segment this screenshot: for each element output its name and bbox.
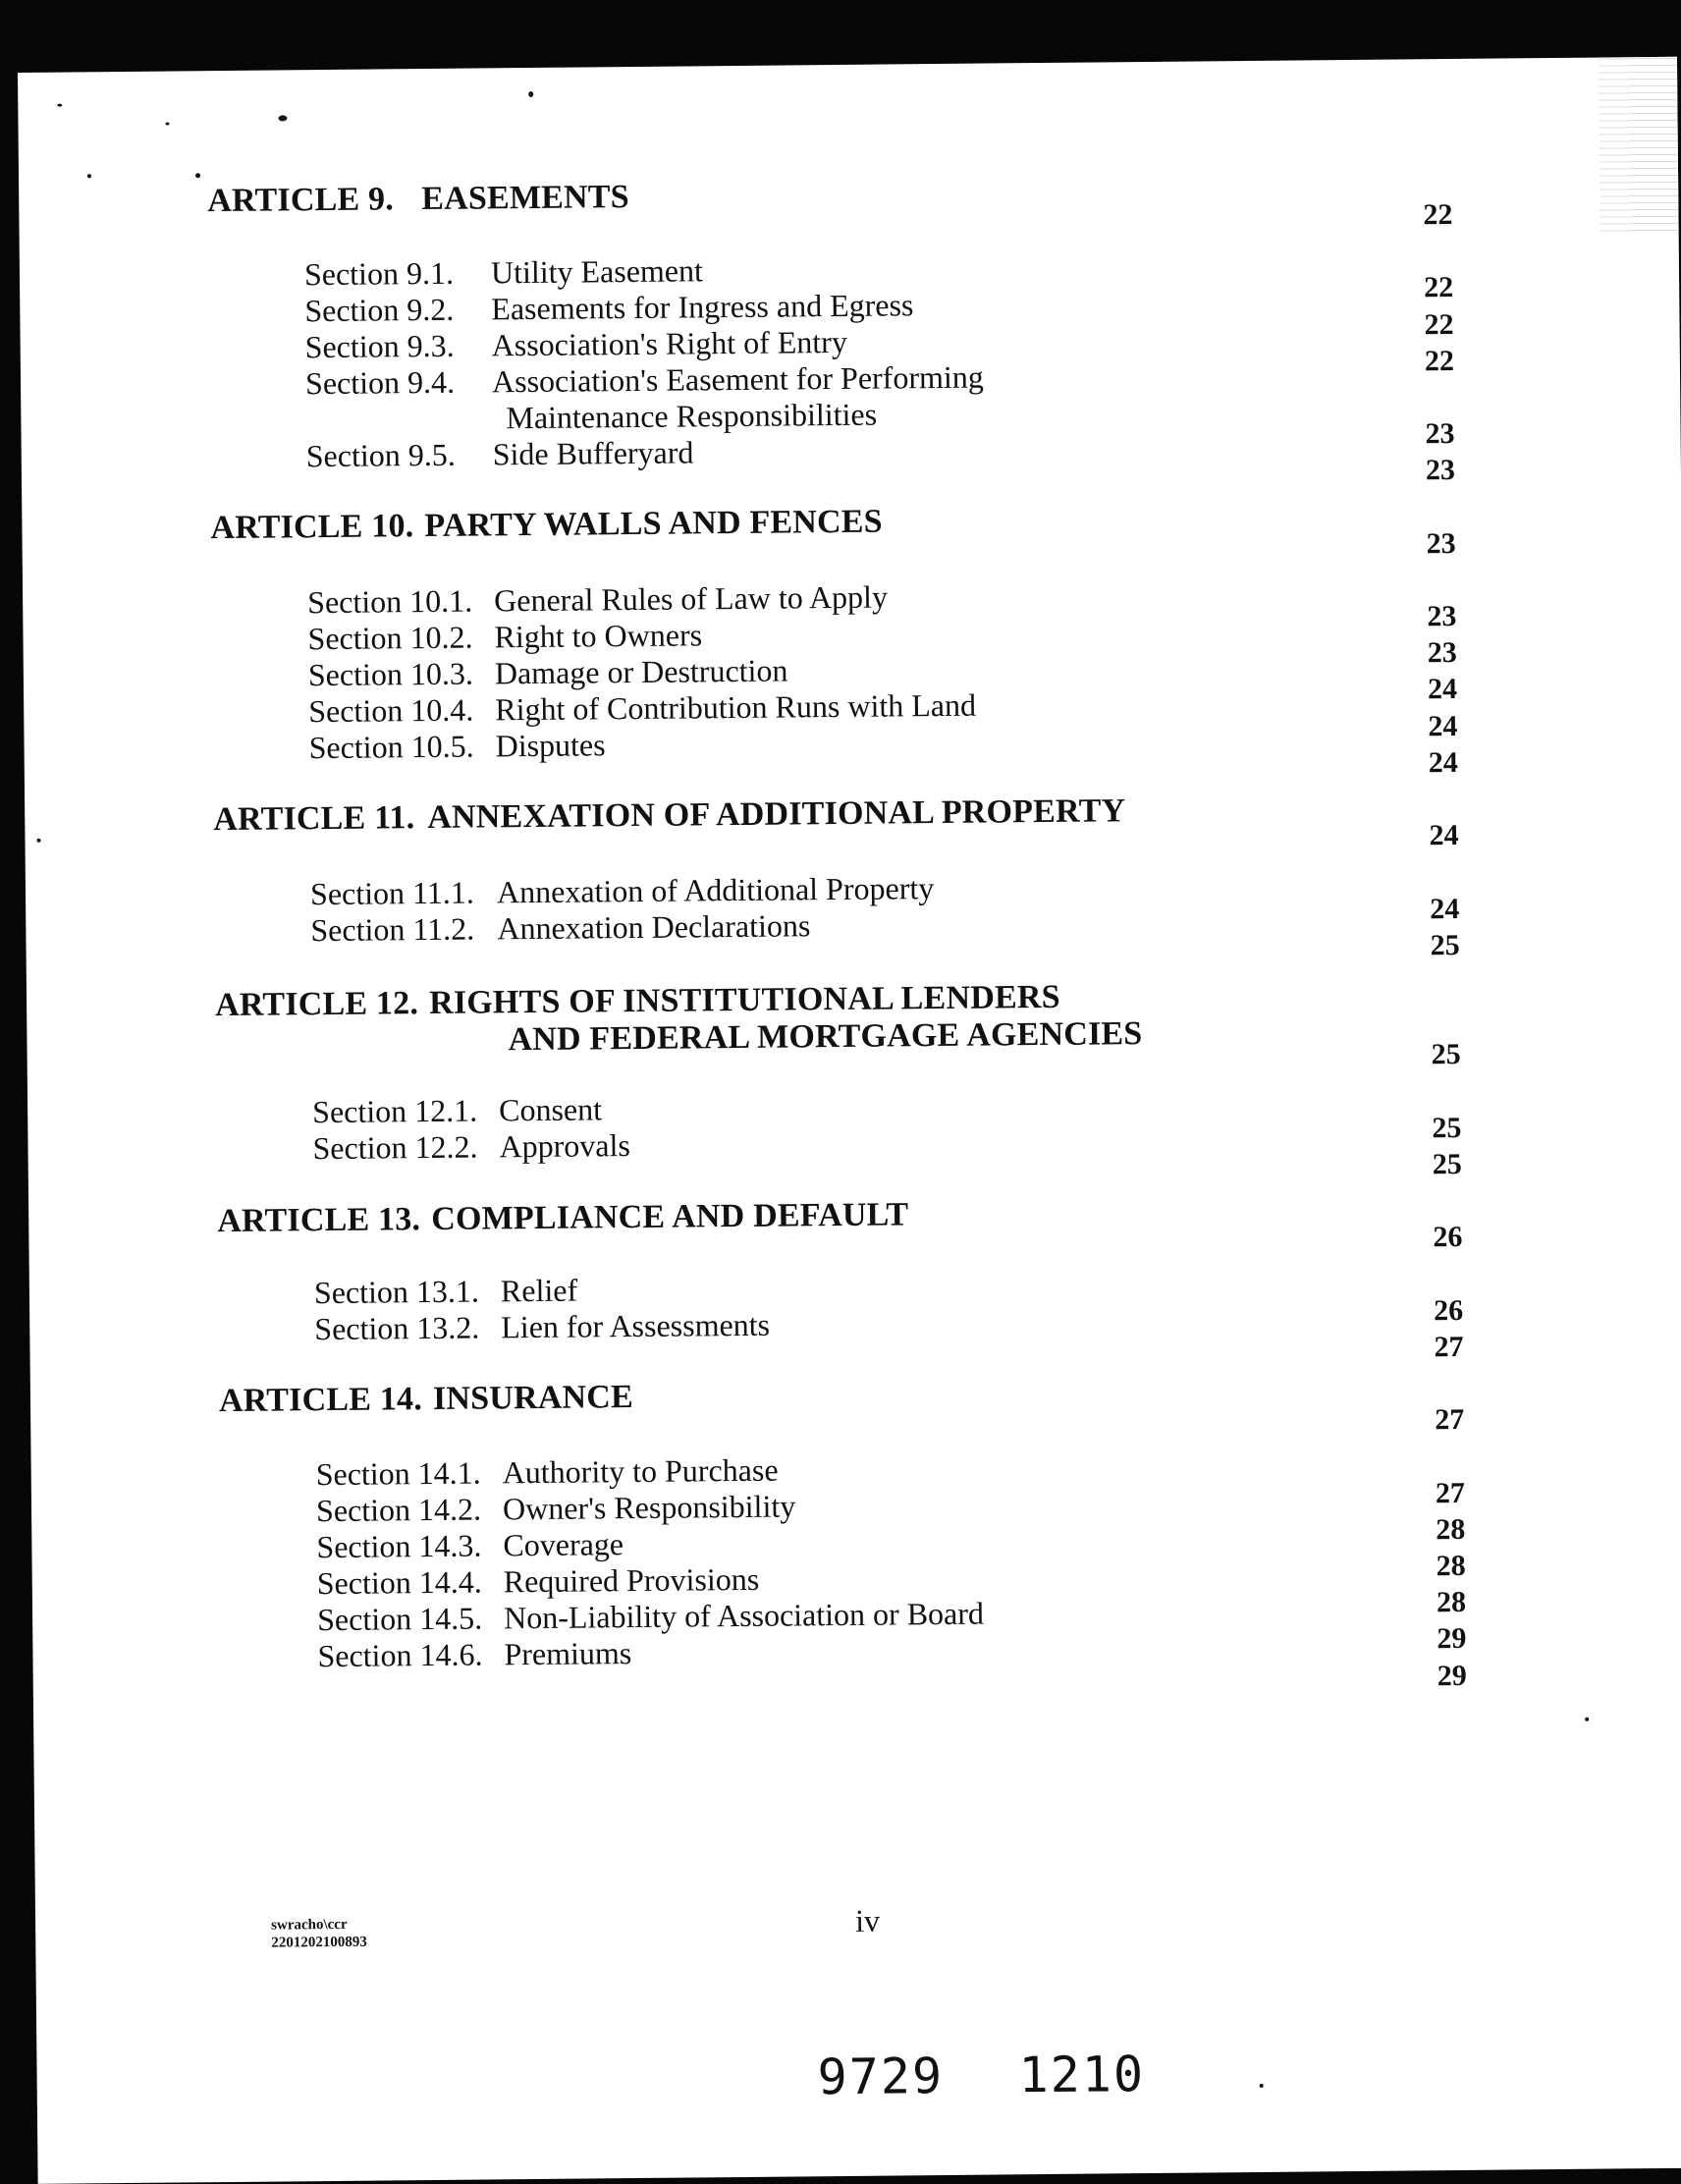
page-number: 28	[1436, 1586, 1467, 1619]
scan-speck	[278, 115, 287, 121]
article-label: ARTICLE 10.	[210, 508, 414, 547]
section-number: Section 10.2.	[307, 619, 473, 657]
section-number: Section 10.5.	[308, 728, 474, 766]
page-number: 23	[1426, 526, 1456, 560]
page-number: 24	[1427, 673, 1458, 706]
page-number-spacer	[1399, 233, 1478, 270]
page-number: 28	[1436, 1512, 1466, 1546]
article-heading-11	[213, 792, 1125, 839]
section-title: Required Provisions	[503, 1560, 760, 1600]
toc-section-13-2	[314, 1307, 770, 1347]
page-number: 23	[1427, 600, 1457, 633]
page-number-spacer	[1410, 1365, 1489, 1402]
page-number: 22	[1424, 271, 1454, 304]
document-id-line: 2201202100893	[271, 1934, 367, 1951]
article-title: ANNEXATION OF ADDITIONAL PROPERTY	[427, 792, 1126, 837]
scan-speck	[36, 839, 40, 843]
bates-stamp-left: 9729	[817, 2048, 945, 2106]
page-number-column	[1398, 196, 1491, 1694]
section-number: Section 10.4.	[308, 691, 474, 730]
section-title: Annexation Declarations	[497, 907, 811, 947]
page-number: 24	[1430, 892, 1460, 925]
section-title: Non-Liability of Association or Board	[503, 1595, 985, 1636]
page-number: 25	[1432, 1147, 1462, 1181]
toc-section-11-1	[310, 870, 935, 912]
section-title: Lien for Assessments	[501, 1306, 771, 1345]
section-number: Section 9.2.	[304, 291, 455, 329]
toc-section-11-2	[310, 907, 810, 949]
section-title: Relief	[500, 1272, 578, 1309]
scan-speck	[528, 91, 533, 97]
article-title: COMPLIANCE AND DEFAULT	[431, 1196, 909, 1238]
article-label: ARTICLE 11.	[213, 799, 415, 839]
toc-section-9-1	[304, 252, 703, 293]
section-number: Section 10.3.	[307, 655, 474, 693]
section-title: Owner's Responsibility	[502, 1488, 796, 1527]
section-title: Right of Contribution Runs with Land	[495, 686, 977, 728]
article-label: ARTICLE 12.	[214, 985, 419, 1024]
page-number: 24	[1428, 709, 1458, 742]
page-number: 27	[1435, 1403, 1465, 1437]
toc-section-14-3	[316, 1526, 624, 1565]
page-number: 27	[1435, 1476, 1466, 1509]
document-id	[271, 1916, 367, 1952]
section-title: Authority to Purchase	[502, 1451, 779, 1491]
section-number: Section 10.1.	[307, 582, 473, 621]
section-title: General Rules of Law to Apply	[494, 578, 889, 619]
section-title: Consent	[498, 1091, 603, 1128]
section-title: Coverage	[503, 1526, 624, 1563]
toc-section-9-5	[306, 434, 694, 474]
article-heading-14	[219, 1379, 633, 1420]
section-title: Approvals	[499, 1127, 630, 1165]
section-title: Right to Owners	[494, 617, 703, 655]
article-title: EASEMENTS	[421, 179, 629, 218]
page-number: 28	[1436, 1549, 1466, 1583]
section-number: Section 9.5.	[305, 436, 456, 474]
toc-section-14-4	[317, 1561, 760, 1602]
toc-section-10-4	[308, 687, 976, 731]
section-number: Section 11.2.	[310, 910, 475, 949]
page-number-spacer	[1408, 1182, 1487, 1220]
toc-section-10-2	[307, 617, 702, 657]
page-number: 27	[1434, 1330, 1464, 1364]
page-number: 24	[1429, 819, 1459, 852]
section-number: Section 14.4.	[316, 1563, 482, 1602]
section-title: Association's Easement for Performing	[491, 358, 984, 400]
toc-section-12-1	[312, 1091, 602, 1130]
toc-section-10-3	[308, 652, 788, 693]
toc-section-9-2	[304, 287, 913, 329]
page-number-spacer	[1404, 781, 1483, 818]
article-title-continued: AND FEDERAL MORTGAGE AGENCIES	[508, 1015, 1143, 1059]
page-number-spacer	[1400, 379, 1479, 416]
section-title: Damage or Destruction	[494, 652, 788, 691]
document-page	[18, 57, 1681, 2184]
page-number-spacer	[1409, 1255, 1488, 1292]
page-number: 23	[1425, 417, 1455, 451]
section-number: Section 14.6.	[317, 1636, 483, 1674]
toc-section-14-5	[317, 1596, 984, 1639]
section-number: Section 9.4.	[304, 363, 456, 402]
toc-section-14-1	[316, 1452, 779, 1494]
page-number-spacer	[1402, 562, 1481, 599]
article-title: INSURANCE	[432, 1379, 634, 1418]
section-number: Section 14.3.	[316, 1527, 482, 1565]
section-title: Utility Easement	[490, 252, 704, 291]
page-number: 24	[1428, 745, 1458, 780]
section-number: Section 14.5.	[316, 1600, 483, 1638]
page-number: 23	[1425, 454, 1456, 487]
document-id-line: swracho\ccr	[271, 1916, 348, 1934]
section-title-continued: Maintenance Responsibilities	[506, 396, 878, 436]
page-number: 22	[1424, 344, 1455, 378]
section-title: Association's Right of Entry	[491, 323, 848, 363]
section-number: Section 13.1.	[313, 1273, 480, 1311]
section-title: Annexation of Additional Property	[496, 870, 935, 910]
page-number: 26	[1434, 1293, 1464, 1327]
toc-section-10-5	[308, 727, 605, 766]
scan-speck	[165, 123, 169, 126]
page-number-spacer	[1410, 1438, 1489, 1475]
section-title: Side Bufferyard	[492, 434, 694, 472]
toc-section-14-6	[317, 1635, 631, 1674]
page-number: 22	[1424, 307, 1454, 341]
scan-speck	[1585, 1718, 1589, 1721]
toc-section-14-2	[316, 1488, 796, 1529]
page-number-spacer	[1407, 1072, 1486, 1110]
section-number: Section 12.1.	[311, 1092, 478, 1130]
scan-edge-noise	[1599, 57, 1679, 235]
section-number: Section 11.1.	[309, 874, 475, 912]
page-number-spacer	[1406, 1000, 1485, 1037]
section-number: Section 9.1.	[303, 254, 455, 293]
page-number: 29	[1437, 1659, 1467, 1692]
toc-section-9-3	[305, 324, 848, 365]
page-number: 25	[1430, 928, 1460, 961]
page-folio: iv	[854, 1902, 881, 1938]
page-number: 23	[1427, 636, 1457, 670]
article-heading-13	[217, 1196, 908, 1240]
section-title: Premiums	[504, 1635, 632, 1672]
toc-section-13-1	[314, 1273, 578, 1312]
section-number: Section 14.1.	[315, 1454, 481, 1493]
page-number: 29	[1437, 1622, 1467, 1656]
section-title: Easements for Ingress and Egress	[491, 287, 914, 327]
page-number: 26	[1433, 1221, 1463, 1254]
scan-speck	[1260, 2084, 1264, 2088]
toc-section-9-4	[305, 359, 984, 439]
page-number: 25	[1432, 1111, 1462, 1144]
section-number: Section 13.2.	[314, 1309, 480, 1347]
article-label: ARTICLE 9.	[207, 181, 395, 220]
article-heading-9	[207, 179, 629, 220]
article-label: ARTICLE 14.	[218, 1381, 423, 1420]
page-number-spacer	[1405, 853, 1484, 891]
section-title: Disputes	[495, 727, 606, 764]
section-number: Section 12.2.	[312, 1128, 478, 1167]
page-number: 22	[1423, 197, 1453, 232]
article-label: ARTICLE 13.	[217, 1201, 421, 1240]
page-number: 25	[1431, 1038, 1461, 1071]
section-number: Section 14.2.	[315, 1491, 482, 1529]
section-number: Section 9.3.	[304, 327, 455, 365]
toc-section-10-1	[307, 579, 888, 622]
scan-speck	[195, 173, 200, 178]
page-number-spacer	[1401, 488, 1480, 525]
page-number-spacer	[1406, 963, 1485, 1001]
article-heading-12	[215, 978, 1143, 1062]
article-title: RIGHTS OF INSTITUTIONAL LENDERS	[428, 978, 1060, 1022]
scan-speck	[57, 104, 62, 107]
toc-section-12-2	[312, 1127, 630, 1167]
article-title: PARTY WALLS AND FENCES	[424, 503, 883, 545]
article-heading-10	[210, 504, 883, 548]
bates-stamp-right: 1210	[1018, 2046, 1146, 2104]
scan-speck	[87, 174, 91, 178]
